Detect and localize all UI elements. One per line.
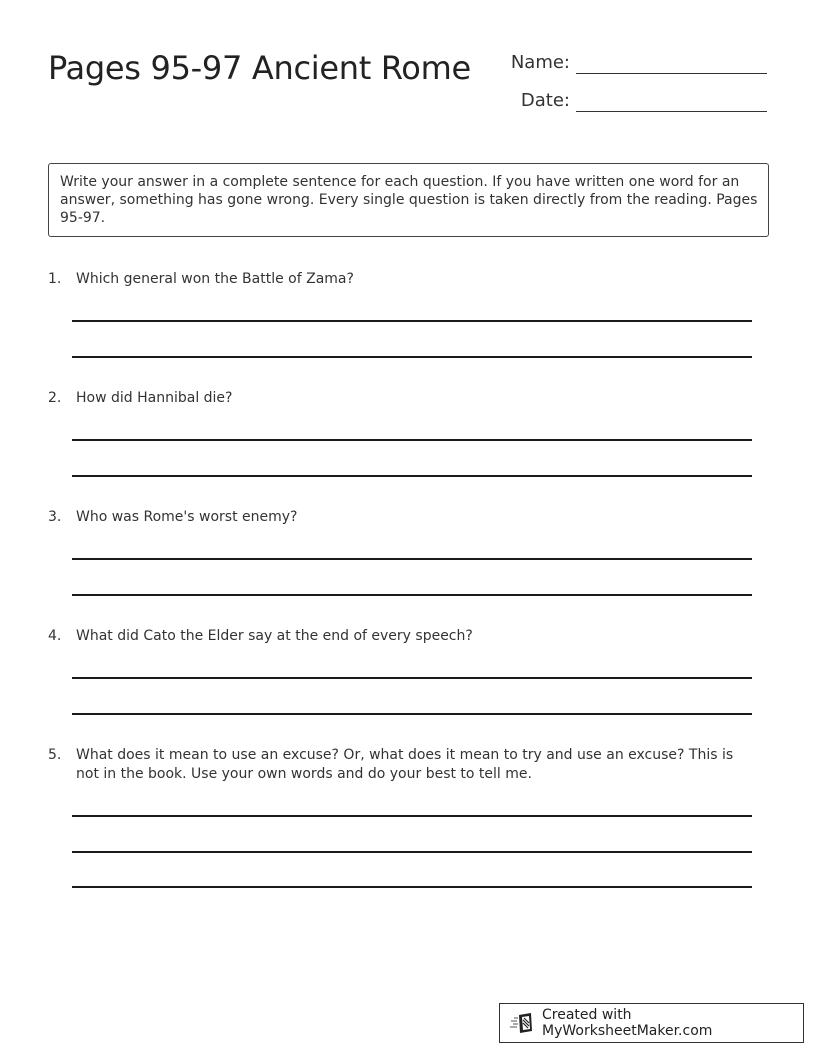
question-text: Which general won the Battle of Zama? xyxy=(76,271,354,287)
answer-line[interactable] xyxy=(72,475,752,477)
name-field-row xyxy=(504,52,767,74)
answer-line[interactable] xyxy=(72,558,752,560)
page-title: Pages 95-97 Ancient Rome xyxy=(48,49,471,87)
question-number: 3. xyxy=(48,509,62,525)
answer-line[interactable] xyxy=(72,677,752,679)
footer-text: Created with MyWorksheetMaker.com xyxy=(542,1007,713,1039)
instructions-box: Write your answer in a complete sentence for each question. If you have written one word for an answer, something has gone wrong. Every single question is taken directly from the reading. Pages 95-97. xyxy=(48,163,769,237)
date-input-line[interactable] xyxy=(576,91,767,112)
footer-badge[interactable] xyxy=(499,1003,804,1043)
answer-line[interactable] xyxy=(72,320,752,322)
question-1 xyxy=(48,270,768,289)
answer-line[interactable] xyxy=(72,594,752,596)
name-label: Name: xyxy=(510,52,570,73)
answer-line[interactable] xyxy=(72,886,752,888)
question-5 xyxy=(48,746,768,784)
question-text: What does it mean to use an excuse? Or, what does it mean to try and use an excuse? This is not in the book. Use your own words and do your best to tell me. xyxy=(76,747,734,782)
question-text: What did Cato the Elder say at the end of every speech? xyxy=(76,628,473,644)
question-3 xyxy=(48,508,768,527)
answer-line[interactable] xyxy=(72,356,752,358)
question-number: 2. xyxy=(48,390,62,406)
answer-line[interactable] xyxy=(72,439,752,441)
question-number: 1. xyxy=(48,271,62,287)
question-text: How did Hannibal die? xyxy=(76,390,233,406)
question-4 xyxy=(48,627,768,646)
answer-line[interactable] xyxy=(72,815,752,817)
date-field-row xyxy=(504,90,767,112)
name-input-line[interactable] xyxy=(576,53,767,74)
answer-line[interactable] xyxy=(72,851,752,853)
worksheet-maker-logo-icon xyxy=(510,1012,536,1034)
answer-line[interactable] xyxy=(72,713,752,715)
question-2 xyxy=(48,389,768,408)
question-number: 5. xyxy=(48,747,62,763)
question-number: 4. xyxy=(48,628,62,644)
date-label: Date: xyxy=(520,90,570,111)
question-text: Who was Rome's worst enemy? xyxy=(76,509,298,525)
